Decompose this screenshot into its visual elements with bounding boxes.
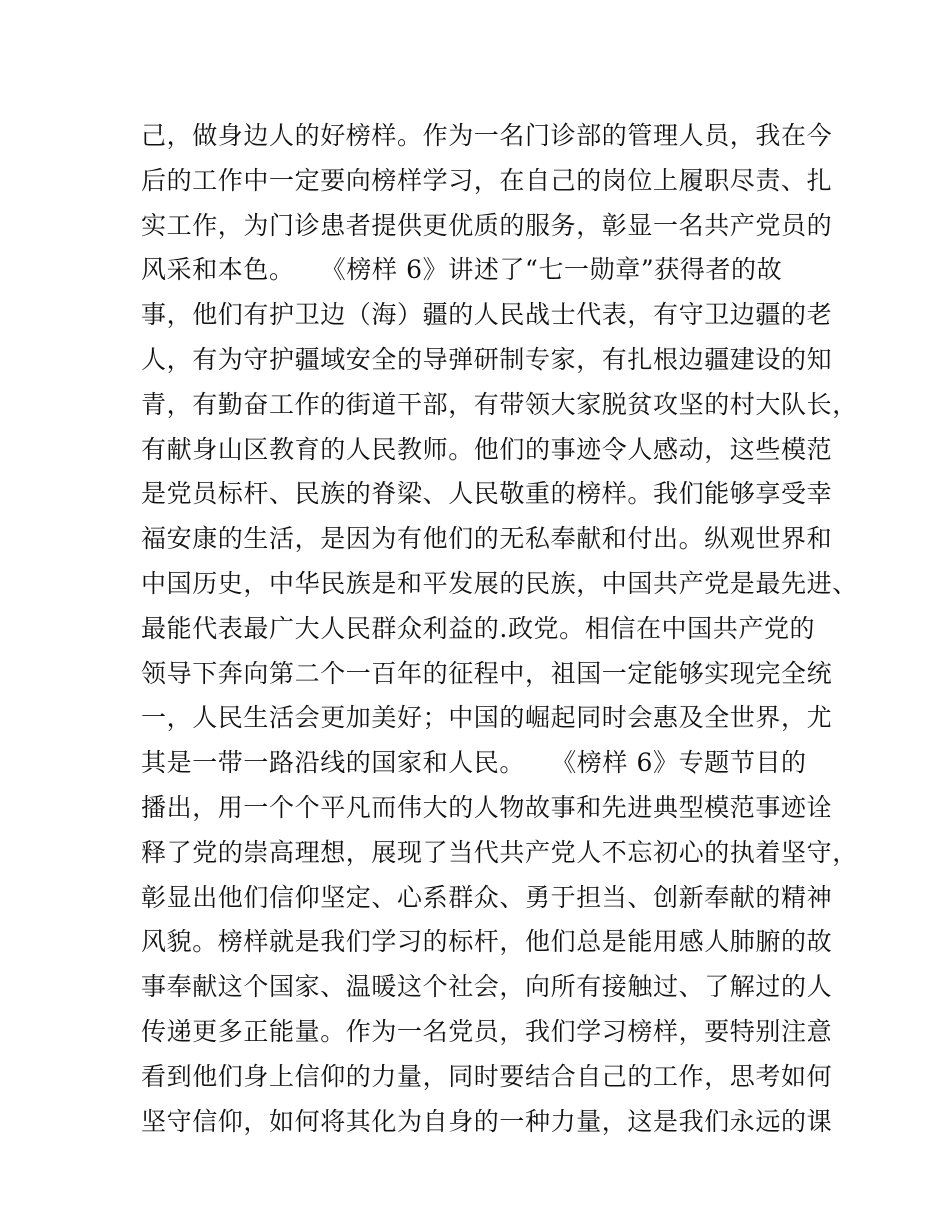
text-line: 事奉献这个国家、温暖这个社会，向所有接触过、了解过的人 <box>141 972 833 1002</box>
text-line: 实工作，为门诊患者提供更优质的服务，彰显一名共产党员的 <box>141 210 833 240</box>
text-line: 风采和本色。 《榜样 6》讲述了“七一勋章”获得者的故 <box>141 255 783 285</box>
text-line: 己，做身边人的好榜样。作为一名门诊部的管理人员，我在今 <box>141 121 833 150</box>
text-line: 领导下奔向第二个一百年的征程中，祖国一定能够实现完全统 <box>141 658 833 688</box>
text-line: 彰显出他们信仰坚定、心系群众、勇于担当、创新奉献的精神 <box>141 882 833 912</box>
text-line: 传递更多正能量。作为一名党员，我们学习榜样，要特别注意 <box>141 1016 833 1046</box>
text-line: 其是一带一路沿线的国家和人民。 《榜样 6》专题节目的 <box>141 748 807 778</box>
text-line: 福安康的生活，是因为有他们的无私奉献和付出。纵观世界和 <box>141 524 833 554</box>
text-line: 播出，用一个个平凡而伟大的人物故事和先进典型模范事迹诠 <box>141 792 833 822</box>
text-line: 风貌。榜样就是我们学习的标杆，他们总是能用感人肺腑的故 <box>141 927 833 957</box>
text-line: 是党员标杆、民族的脊梁、人民敬重的榜样。我们能够享受幸 <box>141 479 833 509</box>
text-line: 释了党的崇高理想，展现了当代共产党人不忘初心的执着坚守， <box>141 837 858 867</box>
text-line: 后的工作中一定要向榜样学习，在自己的岗位上履职尽责、扎 <box>141 165 833 195</box>
text-line: 一，人民生活会更加美好；中国的崛起同时会惠及全世界，尤 <box>141 703 833 733</box>
text-line: 最能代表最广大人民群众利益的.政党。相信在中国共产党的 <box>141 613 816 643</box>
text-line: 青，有勤奋工作的街道干部，有带领大家脱贫攻坚的村大队长， <box>141 389 858 419</box>
text-line: 坚守信仰，如何将其化为自身的一种力量，这是我们永远的课 <box>141 1106 833 1136</box>
text-line: 有献身山区教育的人民教师。他们的事迹令人感动，这些模范 <box>141 434 833 464</box>
body-text <box>141 114 858 1144</box>
text-line: 中国历史，中华民族是和平发展的民族，中国共产党是最先进、 <box>141 568 858 598</box>
text-line: 人，有为守护疆域安全的导弹研制专家，有扎根边疆建设的知 <box>141 344 833 374</box>
text-line: 事，他们有护卫边（海）疆的人民战士代表，有守卫边疆的老 <box>141 300 833 330</box>
text-line: 看到他们身上信仰的力量，同时要结合自己的工作，思考如何 <box>141 1061 833 1091</box>
